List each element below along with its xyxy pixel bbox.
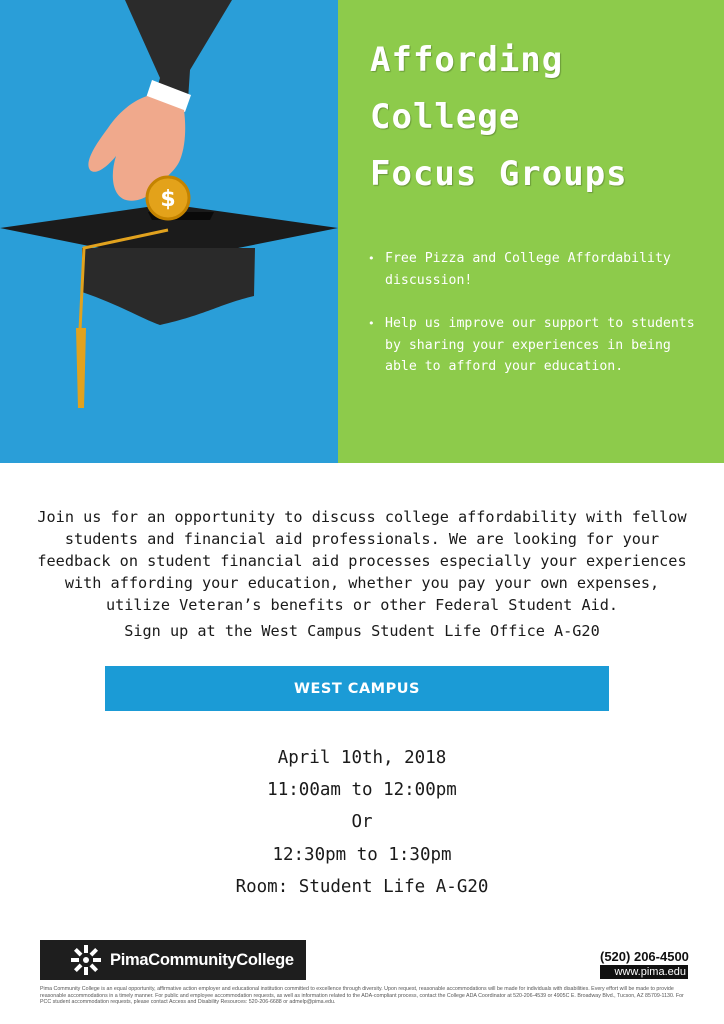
event-schedule (0, 742, 724, 903)
tassel (76, 328, 86, 408)
college-logo-mark-icon (70, 944, 102, 976)
website-link[interactable]: www.pima.edu (600, 965, 688, 979)
page-title (370, 32, 628, 203)
signup-instructions: Sign up at the West Campus Student Life Office A-G20 (124, 622, 600, 640)
hero-bullet-list (368, 248, 698, 400)
campus-banner (105, 666, 609, 711)
bullet-item: • Free Pizza and College Affordability discussion! (368, 248, 698, 291)
college-logo-text: PimaCommunityCollege (110, 950, 294, 969)
event-time-slot-1: 11:00am to 12:00pm (267, 780, 457, 801)
contact-phone: (520) 206-4500 (600, 949, 689, 964)
bullet-item: • Help us improve our support to students by sharing your experiences in being able to afford your education. (368, 313, 698, 378)
graduation-cap-coin-illustration (0, 0, 338, 463)
event-room: Room: Student Life A-G20 (235, 876, 489, 897)
dollar-sign-icon: $ (160, 187, 176, 212)
title-line: Focus Groups (370, 154, 628, 194)
hero-text-panel (338, 0, 724, 463)
event-time-slot-2: 12:30pm to 1:30pm (272, 844, 452, 865)
legal-disclaimer: Pima Community College is an equal opportunity, affirmative action employer and educational institution committed to excellence through diversity. Upon request, reasonable accommodations will be made for individuals with disabilities. Every effort will be made to provide reasonable accommodations in a timely manner. For public and employee accommodation requests, as well as information related to the ADA-compliant process, contact the College ADA Coordinator at 520-206-4539 or 4905C E. Broadway Blvd., Tucson, AZ 85709-1130. For PCC student accommodation requests, please contact Access and Disability Resources: 520-206-6688 or admelp@pima.edu. (40, 986, 684, 1006)
cap-base (82, 248, 255, 325)
or-separator: Or (351, 812, 373, 833)
title-line: Affording (370, 40, 564, 80)
college-logo (40, 940, 306, 980)
title-line: College (370, 97, 521, 137)
event-date: April 10th, 2018 (277, 748, 447, 768)
intro-paragraph: Join us for an opportunity to discuss college affordability with fellow students and financial aid professionals. We are looking for your feedback on student financial aid processes especially your experiences with affording your education, whether you pay your own expenses, utilize Veteran’s benefits or other Federal Student Aid. (37, 508, 687, 614)
hero-illustration (0, 0, 338, 463)
campus-label: WEST CAMPUS (294, 680, 420, 697)
